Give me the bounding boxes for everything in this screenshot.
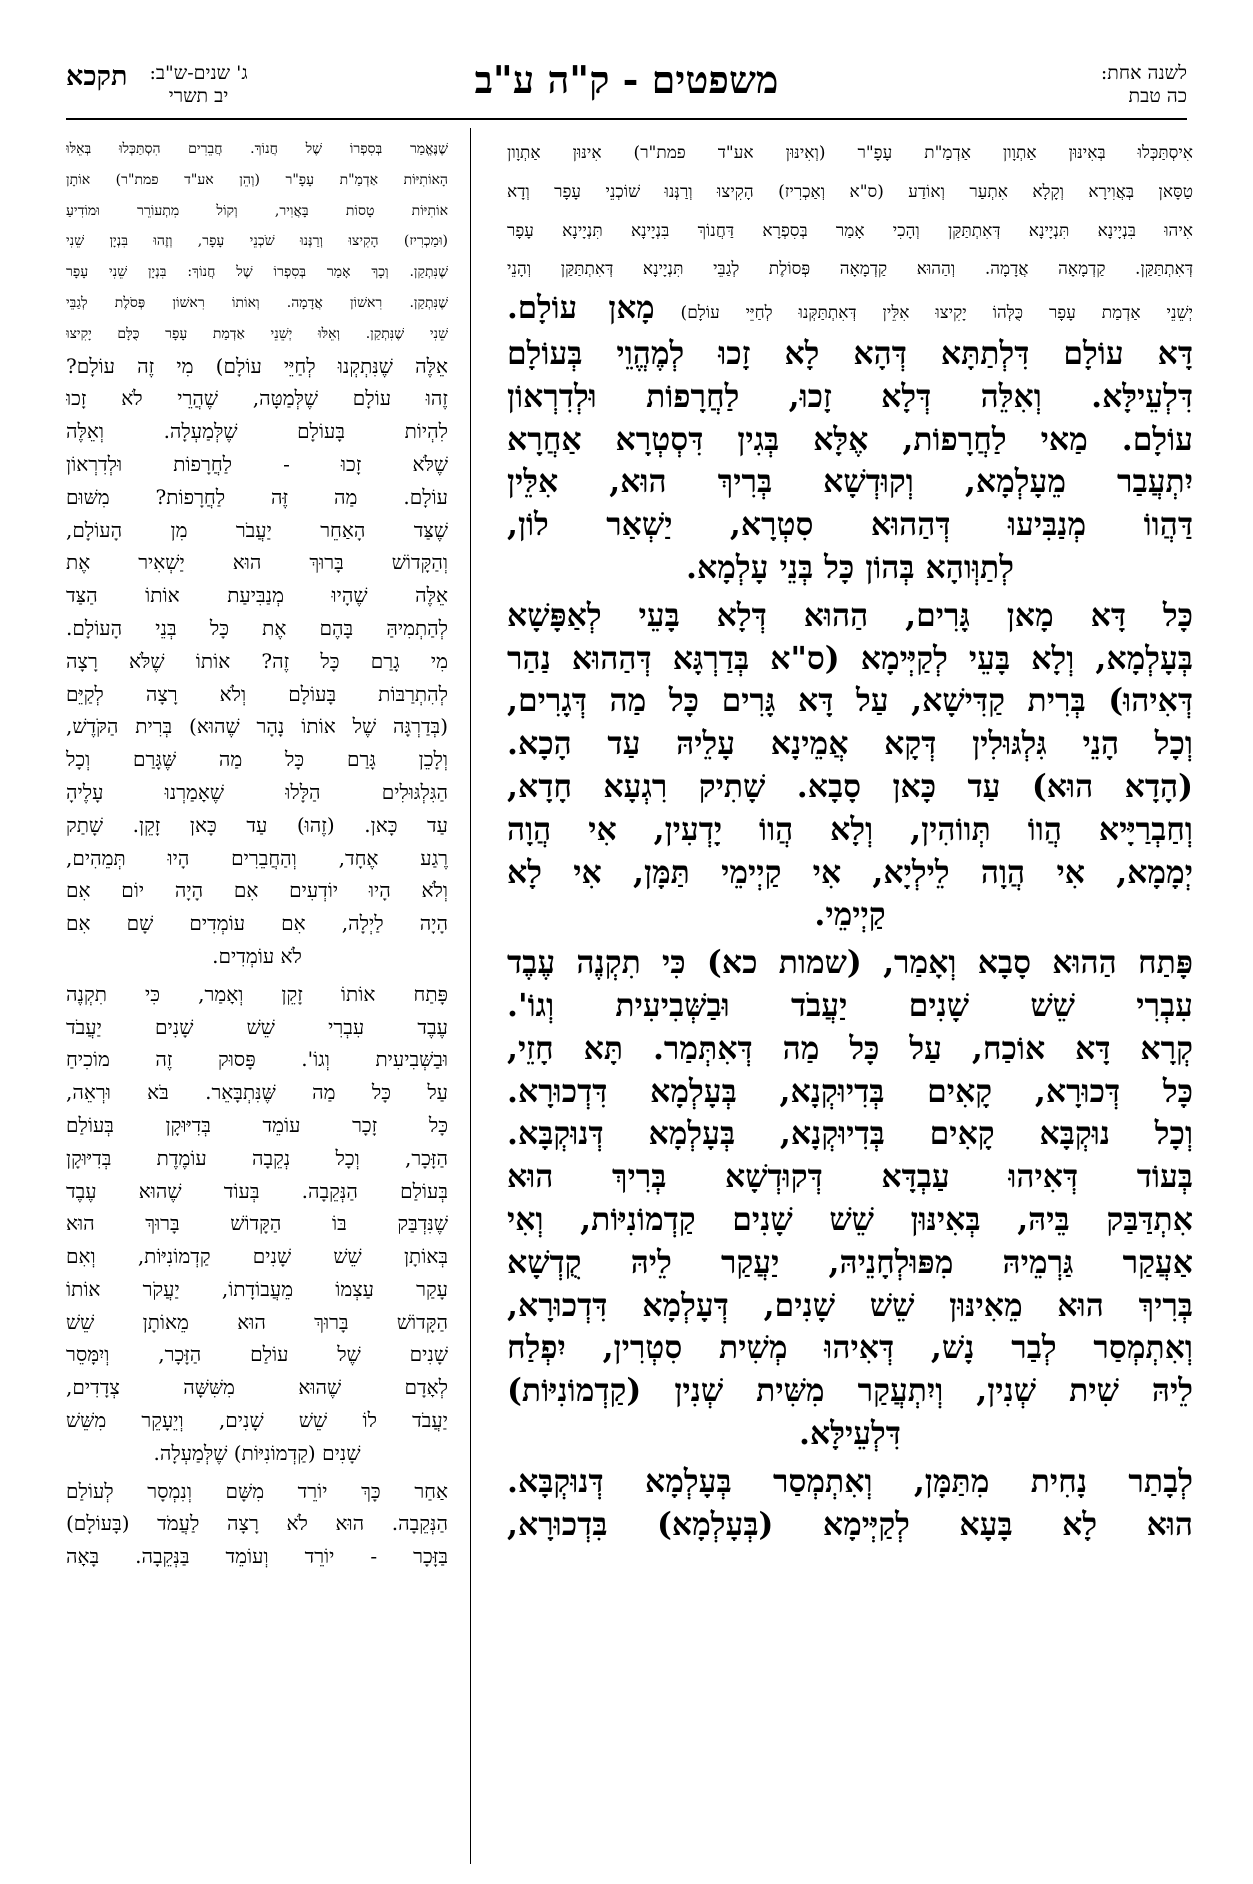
text-line: שֶׁלֹּא זָכוּ - לַחֲרָפוֹת וּלְדִרְאוֹן (66, 451, 448, 476)
header-rule (66, 118, 1187, 120)
hebrew-translation-column (66, 134, 448, 1862)
text-line: דְּאִיהוּ) בְּרִית קַדִּישָׁא, עַל דָּא גָּרִים כָּל מַה דְּגָרִים, (507, 682, 1193, 720)
text-line: עוֹלָם. מַאי לַחֲרָפוֹת, אֶלָּא בְּגִין דִּסְטְרָא אַחֲרָא (507, 420, 1193, 458)
schedule-date: כה טבת (1128, 85, 1187, 107)
text-line: כָּל דָּא מָאן גָּרִים, הַהוּא דְּלָא בָּעֵי לְאַפָּשָׁא (507, 596, 1193, 634)
text-line: טַסָּאן בְּאֲוִירָא וְקָלָא אִתְעַר וְאוֹדַע (ס"א וְאַכְרִיז) הָקִיצוּ וְרַנְּנוּ שׁוֹכְנֵי עָפָר וְדָא (507, 181, 1193, 202)
daily-schedule-three-years (66, 62, 248, 108)
schedule-block (149, 62, 247, 108)
text-line: הָיָה לַיְלָה, אִם עוֹמְדִים שָׁם אִם (66, 911, 448, 936)
text-line: רֶגַע אֶחָד, וְהַחֲבֵרִים הָיוּ תְּמֵהִים, (66, 845, 448, 870)
text-line: הָאוֹתִיּוֹת אַדְמַ"ת עָפָ"ר (וְהֵן אע"ד פמת"ר) אוֹתָן (66, 171, 448, 188)
text-line: אִיסְתַּכְּלוּ בְּאִינּוּן אַתְוָון אַדְמַ"ת עָפָ"ר (וְאִינּוּן אע"ד פמת"ר) אִינּוּן אַתְוָון (507, 143, 1193, 163)
aramaic-text-column (507, 134, 1193, 1862)
text-line: אַעֲקַר גַּרְמֵיהּ מִפּוּלְחָנֵיהּ, יַעֲקַר לֵיהּ קֻדְשָׁא (507, 1243, 1193, 1281)
text-line: פָּתַח אוֹתוֹ זָקֵן וְאָמַר, כִּי תִקְנֶה (66, 981, 448, 1006)
text-line: בְּאוֹתָן שֵׁשׁ שָׁנִים קַדְמוֹנִיּוֹת, וְאִם (66, 1244, 448, 1269)
text-line: שָׁנִים שֶׁל עוֹלַם הַזָּכָר, וְיִמָּסֵר (66, 1342, 448, 1367)
text-line: עֶבֶד עִבְרִי שֵׁשׁ שָׁנִים יַעֲבֹד (66, 1014, 448, 1039)
text-line: שָׁנִים (קַדְמוֹנִיּוֹת) שֶׁלְּמַעְלָה. (153, 1440, 361, 1465)
text-line: הַגִּלְגּוּלִים הַלָּלוּ שֶׁאָמַרְנוּ עָלֶיהָ (66, 779, 448, 804)
text-line: לִהְיוֹת בָּעוֹלָם שֶׁלְּמַעְלָה. וְאֵלֶּה (66, 419, 448, 444)
text-line: פָּתַח הַהוּא סָבָא וְאָמַר, (שמות כא) כִּי תִקְנֶה עֶבֶד (507, 944, 1193, 982)
text-line: שֶׁנִּתְקַן. וְכָךְ אָמַר בְּסִפְרוֹ שֶׁל חֲנוֹךְ: בִּנְיָן שֵׁנִי עָפָר (66, 264, 448, 281)
text-line: אֵלֶּה שֶׁנִּתְקְנוּ לְחַיֵּי עוֹלָם) מִי זֶה עוֹלָם? (66, 353, 448, 378)
text-line: אַחַר כָּךְ יוֹרֵד מִשָּׁם וְנִמְסָר לְעוֹלַם (66, 1478, 448, 1503)
text-line: יַעֲבֹד לוֹ שֵׁשׁ שָׁנִים, וְיֵעָקֵר מִשֵּׁשׁ (66, 1408, 448, 1433)
text-line: עָקַר עַצְמוֹ מֵעֲבוֹדָתוֹ, יַעֲקֹר אוֹתוֹ (66, 1276, 448, 1301)
text-line: דָּא עוֹלָם דִּלְתַתָּא דְּהָא לָא זָכוּ לְמֶהֱוֵי בְּעוֹלָם (507, 334, 1193, 372)
text-line: עַד כָּאן. (זֶהוּ) עַד כָּאן זָקֵן. שָׁתַק (66, 812, 448, 837)
text-line: וְכָל נוּקְבָּא קָאִים בְּדִיוּקְנָא, בְּעָלְמָא דְּנוּקְבָּא. (507, 1115, 1193, 1153)
text-line: שֶׁצַּד הָאַחֵר יַעֲבֹר מִן הָעוֹלָם, (66, 517, 448, 542)
text-line: הַקָּדוֹשׁ בָּרוּךְ הוּא מֵאוֹתָן שֵׁשׁ (66, 1309, 448, 1334)
text-line: לְהַתְמִיהַּ בָּהֶם אֶת כָּל בְּנֵי הָעוֹלָם. (66, 615, 448, 640)
text-line: כָּל זָכָר עוֹמֵד בְּדִיּוּקָן בְּעוֹלַם (66, 1112, 448, 1137)
text-line: שֶׁנִּדְבַּק בּוֹ הַקָּדוֹשׁ בָּרוּךְ הוּא (66, 1211, 448, 1236)
text-line: וְלֹא הָיוּ יוֹדְעִים אִם הָיָה יוֹם אִם (66, 878, 448, 903)
text-line: וְחַבְרַיָּיא הֲווֹ תְּווֹהִין, וְלָא הֲווֹ יָדְעִין, אִי הֲוָה (507, 810, 1193, 848)
text-line: עוֹלָם. מַה זֶּה לַחֲרָפוֹת? מִשּׁוּם (66, 484, 448, 509)
text-line: קְרָא דָּא אוֹכַח, עַל כָּל מַה דְּאִתְּמַר. תָּא חָזֵי, (507, 1029, 1193, 1067)
text-line: בְּעוֹד דְּאִיהוּ עַבְדָּא דְּקוּדְשָׁא בְּרִיךְ הוּא (507, 1158, 1193, 1196)
text-line: לְתַוְּוהָא בְּהוֹן כָּל בְּנֵי עָלְמָא. (686, 548, 1014, 586)
text-line: בַּזָּכָר - יוֹרֵד וְעוֹמֵד בַּנְּקֵבָה. בָּאָה (66, 1544, 448, 1569)
text-line: בְּעָלְמָא, וְלָא בָּעֵי לְקַיְּימָא (ס"א בְּדַרְגָּא דְּהַהוּא נַהַר (507, 639, 1193, 677)
text-line: עִבְרִי שֵׁשׁ שָׁנִים יַעֲבֹד וּבַשְּׁבִיעִית וְגוֹ'. (507, 986, 1193, 1024)
schedule-date: יב תשרי (168, 85, 229, 107)
text-line: וּבַשְּׁבִיעִית וְגוֹ'. פָּסוּק זֶה מוֹכִיחַ (66, 1047, 448, 1072)
text-line: אוֹתִיּוֹת טָסוֹת בָּאֲוִיר, וְקוֹל מִתְעוֹרֵר וּמוֹדִיעַ (66, 202, 448, 219)
text-line: שֶׁנֶּאֱמַר בְּסִפְרוֹ שֶׁל חֲנוֹךְ. חֲבֵרִים הִסְתַּכְּלוּ בְּאֵלּוּ (66, 141, 448, 157)
text-line: לְהִתְרַבּוֹת בָּעוֹלָם וְלֹא רָצָה לְקַיֵּם (66, 681, 448, 706)
text-line: אֵלֶּה שֶׁהָיוּ מְנַבִּיעַת אוֹתוֹ הַצַּד (66, 583, 448, 608)
text-line: שֵׁנִי שֶׁנִּתְקַן. וְאֵלּוּ יְשֵׁנֵי אַדְמַת עָפָר כֻּלָּם יָקִיצוּ (66, 325, 448, 342)
text-line: אִיהוּ בִּנְיָינָא תִּנְיָינָא דְּאִתְתַּקַּן וְהָכִי אָמַר בְּסִפְרָא דַּחֲנוֹךְ בִּנְיָינָא תִּנְיָינָא עָפָר (507, 220, 1193, 241)
text-line: דִּלְעֵילָּא. וְאִלֵּה דְּלָא זָכוּ, לַחֲרָפוֹת וּלְדִרְאוֹן (507, 377, 1193, 415)
text-line: בְּעוֹלַם הַנְּקֵבָה. בְּעוֹד שֶׁהוּא עֶבֶד (66, 1178, 448, 1203)
text-line: יְשֵׁנֵי אַדְמַת עָפָר כֻּלְּהוֹ יָקִיצוּ אִלֵּין דְּאִתְתַּקְּנוּ לְחַיֵּי עוֹלָם) מָאן עוֹלָם. (507, 290, 1193, 327)
text-line: וְאִתְמְסַר לְבַר נָשׁ, דְּאִיהוּ מְשִׁית סִטְרִין, יִפְלַח (507, 1329, 1193, 1367)
text-line: עַל כָּל מַה שֶּׁנִּתְבָּאֵר. בֹּא וּרְאֵה, (66, 1080, 448, 1105)
page-header (66, 54, 1187, 116)
text-line: הַזָּכָר, וְכָל נְקֵבָה עוֹמֶדֶת בְּדִיּוּקָן (66, 1145, 448, 1170)
text-line: וְלָכֵן גָּרַם כָּל מַה שֶּׁגָּרַם וְכָל (66, 747, 448, 772)
text-line: דְּאִתְתַּקַּן. קַדְמָאָה אֲדָמָה. וְהַהוּא קַדְמָאָה פְּסוֹלֶת לְגַבֵּי תִּנְיָינָא דְּאִתְתַּקַּן וְהָנֵי (507, 259, 1193, 280)
text-line: הַנְּקֵבָה. הוּא לֹא רָצָה לַעֲמֹד (בָּעוֹלָם) (66, 1511, 448, 1536)
text-line: לְאָדָם שֶׁהוּא מִשִּׁשָּׁה צְדָדִים, (66, 1375, 448, 1400)
text-line: יְמָמָא, אִי הֲוָה לֵילְיָא, אִי קַיְימֵי תַּמָּן, אִי לָא (507, 853, 1193, 891)
text-line: זֶהוּ עוֹלָם שֶׁלְּמַטָּה, שֶׁהֲרֵי לֹא זָכוּ (66, 386, 448, 411)
text-line: (בְּדַרְגָּה שֶׁל אוֹתוֹ נָהָר שֶׁהוּא) בְּרִית הַקֹּדֶשׁ, (66, 714, 448, 739)
text-line: לֵיהּ שִׁית שְׁנִין, וְיִתְעֲקַר מִשִּׁית שְׁנִין (קַדְמוֹנִיּוֹת) (507, 1372, 1193, 1410)
page-title: משפטים - ק"ה ע"ב (474, 57, 779, 102)
text-line: מִי גָרַם כָּל זֶה? אוֹתוֹ שֶׁלֹּא רָצָה (66, 648, 448, 673)
text-line: דִּלְעֵילָּא. (799, 1414, 901, 1452)
text-line: דַּהֲווֹ מְנַבִּיעוּ דְּהַהוּא סִטְרָא, יַשְׁאַר לוֹן, (507, 506, 1193, 544)
text-line: לְבָתַר נָחִית מִתַּמָּן, וְאִתְמְסַר בְּעָלְמָא דְּנוּקְבָּא. (507, 1462, 1193, 1500)
text-line: הוּא לָא בָּעָא לְקַיְּימָא (בְּעָלְמָא) בִּדְכוּרָא, (507, 1505, 1193, 1543)
schedule-label: לשנה אחת: (1100, 62, 1187, 84)
text-line: לֹא עוֹמְדִים. (212, 943, 302, 968)
text-line: כָּל דְּכוּרָא, קָאִים בְּדִיוּקְנָא, בְּעָלְמָא דִּדְכוּרָא. (507, 1072, 1193, 1110)
text-line: יִתְעֲבַר מֵעָלְמָא, וְקוּדְשָׁא בְּרִיךְ הוּא, אִלֵּין (507, 463, 1193, 501)
text-line: אִתְדַּבַּק בֵּיהּ, בְּאִינּוּן שֵׁשׁ שָׁנִים קַדְמוֹנִיּוֹת, וְאִי (507, 1200, 1193, 1238)
schedule-label: ג' שנים-ש"ב: (149, 62, 248, 84)
column-divider (470, 128, 471, 1864)
page-number: תקכא (66, 61, 128, 92)
text-line: וְהַקָּדוֹשׁ בָּרוּךְ הוּא יַשְׁאִיר אֶת (66, 550, 448, 575)
text-line: (הָדָא הוּא) עַד כָּאן סָבָא. שָׁתִיק רִגְעָא חָדָא, (507, 767, 1193, 805)
text-line: בְּרִיךְ הוּא מֵאִינּוּן שֵׁשׁ שָׁנִים, דְּעָלְמָא דִּדְכוּרָא, (507, 1286, 1193, 1324)
emphasized-phrase: מָאן עוֹלָם. (507, 290, 655, 327)
text-line: (וּמַכְרִיז) הָקִיצוּ וְרַנְּנוּ שֹׁכְנֵי עָפָר, וְזֶהוּ בִּנְיָן שֵׁנִי (66, 233, 448, 250)
text-line: שֶׁנִּתְקַן. רִאשׁוֹן אֲדָמָה. וְאוֹתוֹ רִאשׁוֹן פְּסֹלֶת לְגַבֵּי (66, 294, 448, 311)
text-line: קַיְימֵי. (814, 896, 886, 934)
text-line: וְכָל הָנֵי גִּלְגּוּלִין דְּקָא אֲמֵינָא עָלֵיהּ עַד הָכָא. (507, 725, 1193, 763)
